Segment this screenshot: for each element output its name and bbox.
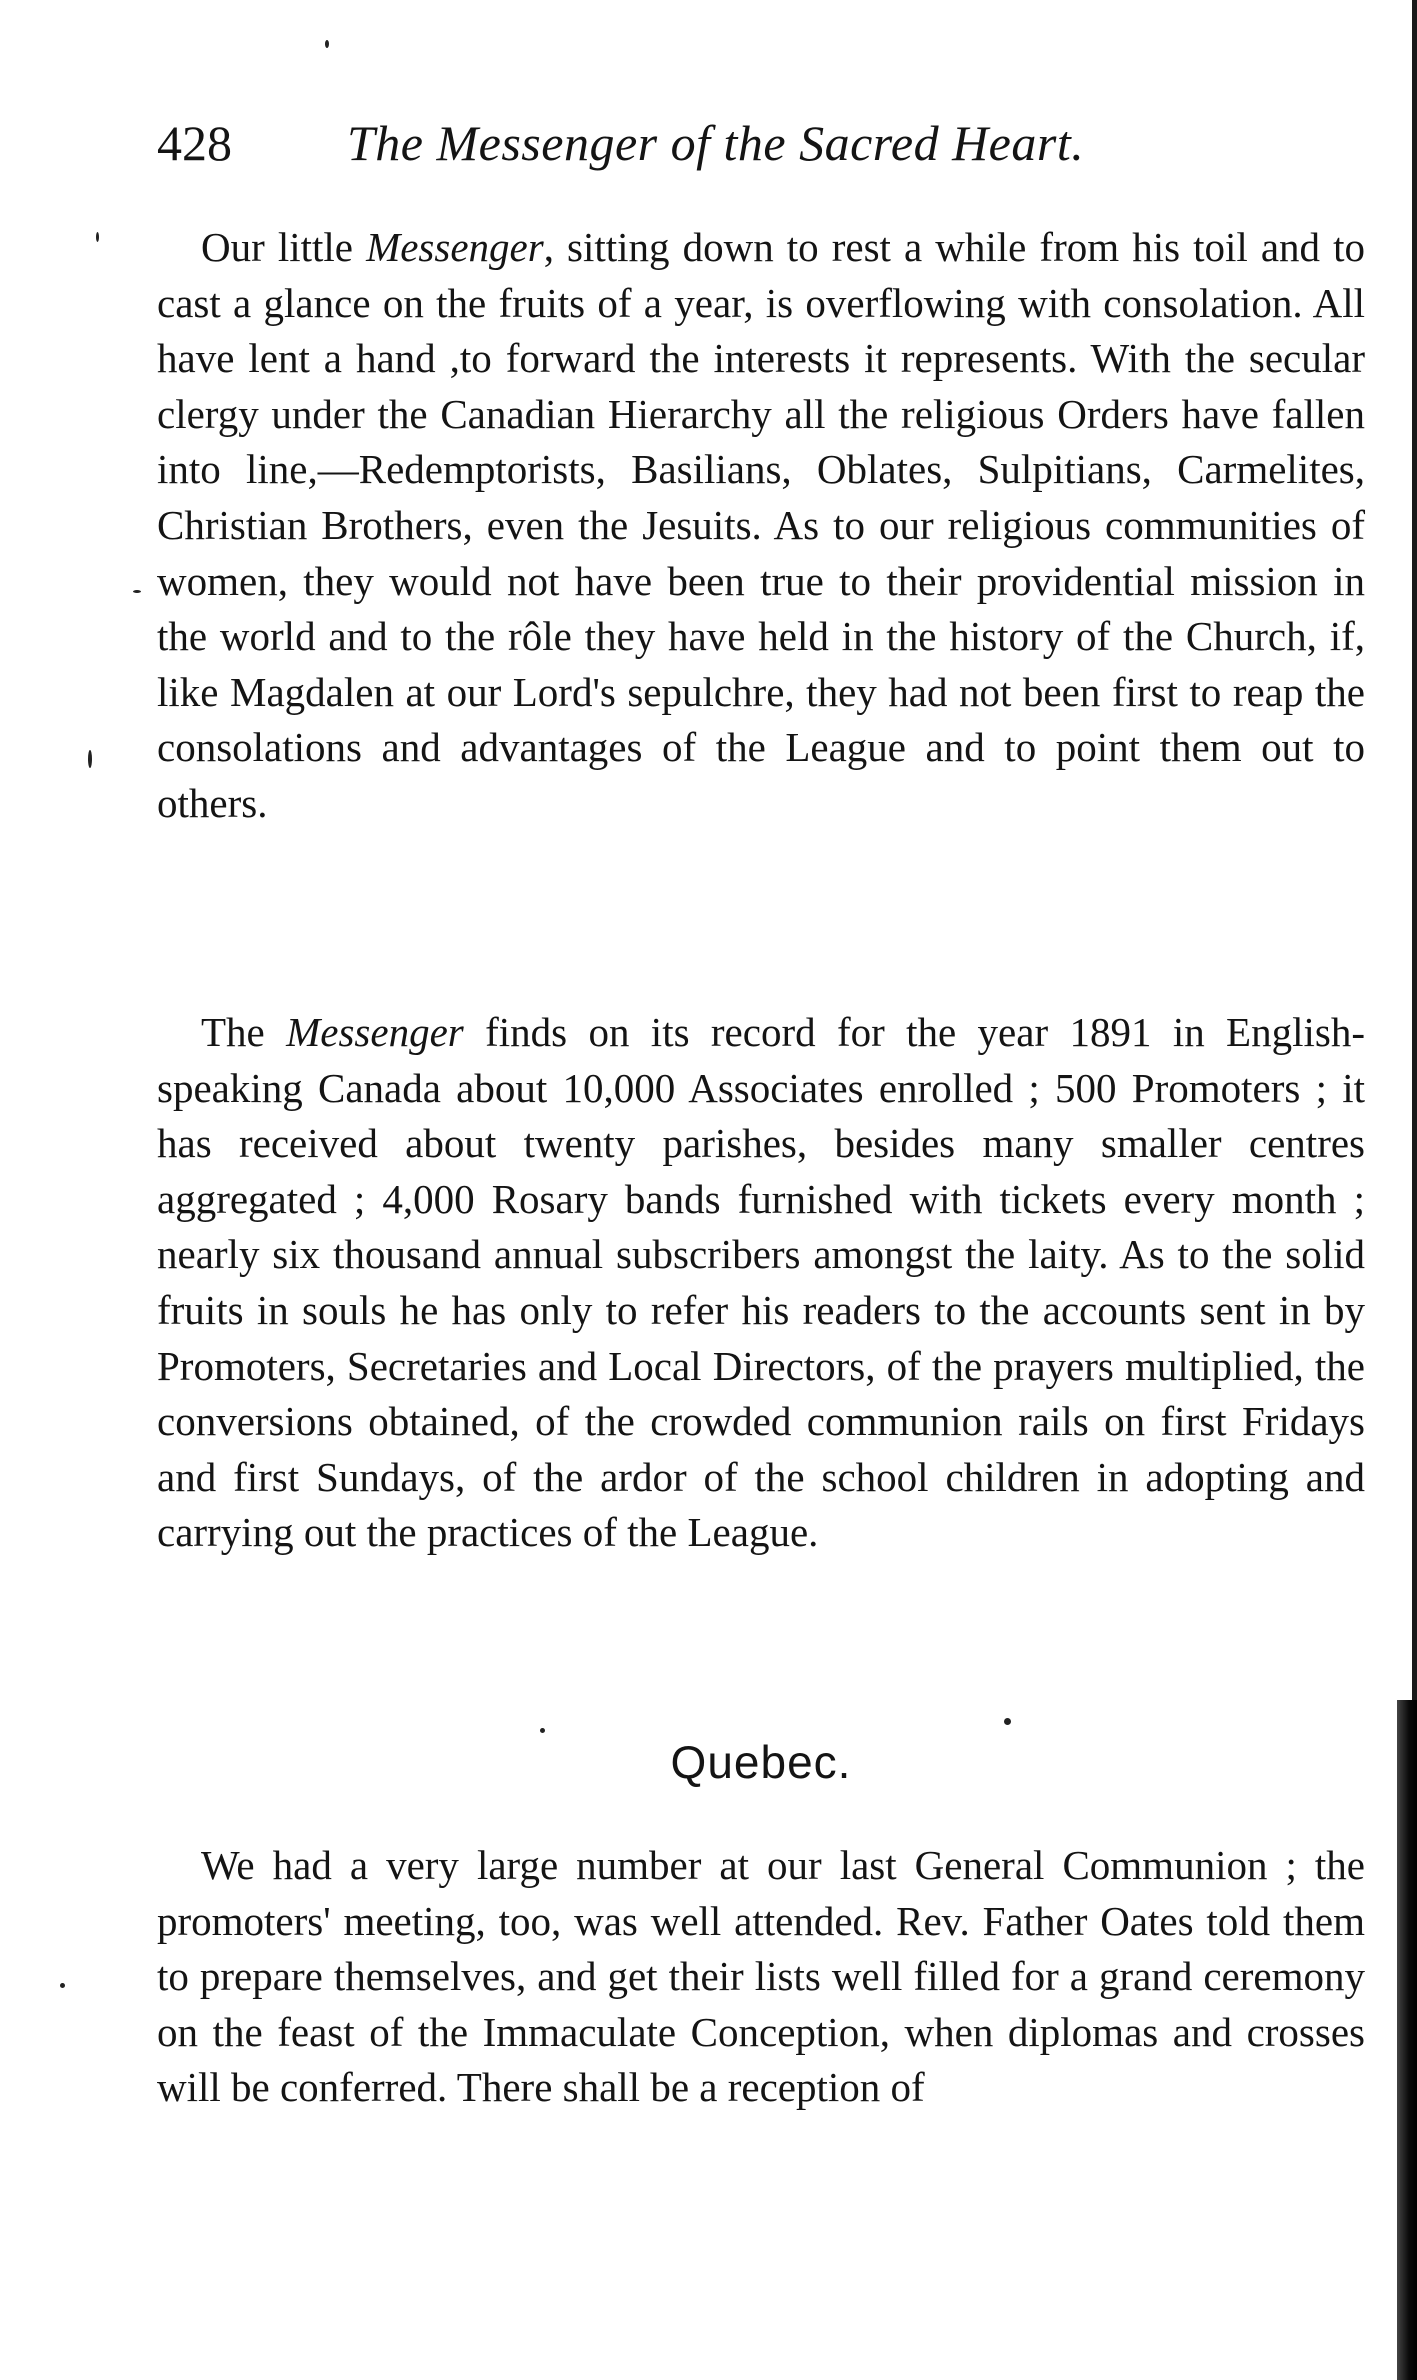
scan-speck: [88, 750, 92, 768]
body-block-1: [157, 220, 1365, 832]
paragraph-2-intro: The: [201, 1009, 287, 1055]
page-number: 428: [157, 115, 232, 171]
paragraph-3: [157, 1838, 1365, 2116]
scan-speck: [133, 590, 141, 593]
running-head: [157, 108, 1357, 178]
scan-speck: [325, 40, 329, 48]
paragraph-1-text: , sitting down to rest a while from his toil and to cast a glance on the fruits of a year, is overflowing with consolation. All have lent a hand ,to forward the interests it represents. With the secular clergy under the Canadian Hierarchy all the religious Orders have fallen into line,—Redemptorists, Basilians, Oblates, Sulpitians, Carmelites, Christian Brothers, even the Jesuits. As to our religious communities of women, they would not have been true to their providential mission in the world and to the rôle they have held in the history of the Church, if, like Magdalen at our Lord's sepulchre, they had not been first to reap the consolations and advantages of the League and to point them out to others.: [157, 224, 1366, 826]
paragraph-2-text: finds on its record for the year 1891 in English-speaking Canada about 10,000 Associates enrolled ; 500 Promoters ; it has received about twenty parishes, besides many smaller centres aggregated ; 4,000 Rosary bands furnished with tickets every month ; nearly six thousand annual subscribers amongst the laity. As to the solid fruits in souls he has only to refer his readers to the accounts sent in by Promoters, Secretaries and Local Directors, of the prayers multiplied, the conversions obtained, of the crowded communion rails on first Fridays and first Sundays, of the ardor of the school children in adopting and carrying out the practices of the League.: [157, 1009, 1365, 1556]
scan-edge-shadow: [1397, 1700, 1417, 2380]
paragraph-2-italic: Messenger: [286, 1009, 464, 1055]
body-block-3: [157, 1838, 1365, 2116]
paragraph-1-intro: Our little: [201, 224, 367, 270]
scan-speck: [60, 1983, 65, 1988]
body-block-2: [157, 1005, 1365, 1561]
running-title: The Messenger of the Sacred Heart.: [347, 115, 1085, 171]
paragraph-1: [157, 220, 1365, 832]
paragraph-2: [157, 1005, 1365, 1561]
section-heading: Quebec.: [670, 1736, 852, 1788]
paragraph-1-italic: Messenger: [366, 224, 544, 270]
scan-speck: [96, 232, 99, 242]
scan-speck: [540, 1728, 545, 1733]
scan-speck: [1004, 1718, 1011, 1725]
paragraph-3-text: We had a very large number at our last General Communion ; the promoters' meeting, too, was well attended. Rev. Father Oates told them to prepare themselves, and get their lists well filled for a grand ceremony on the feast of the Immaculate Conception, when diplomas and crosses will be conferred. There shall be a reception of: [157, 1842, 1365, 2111]
